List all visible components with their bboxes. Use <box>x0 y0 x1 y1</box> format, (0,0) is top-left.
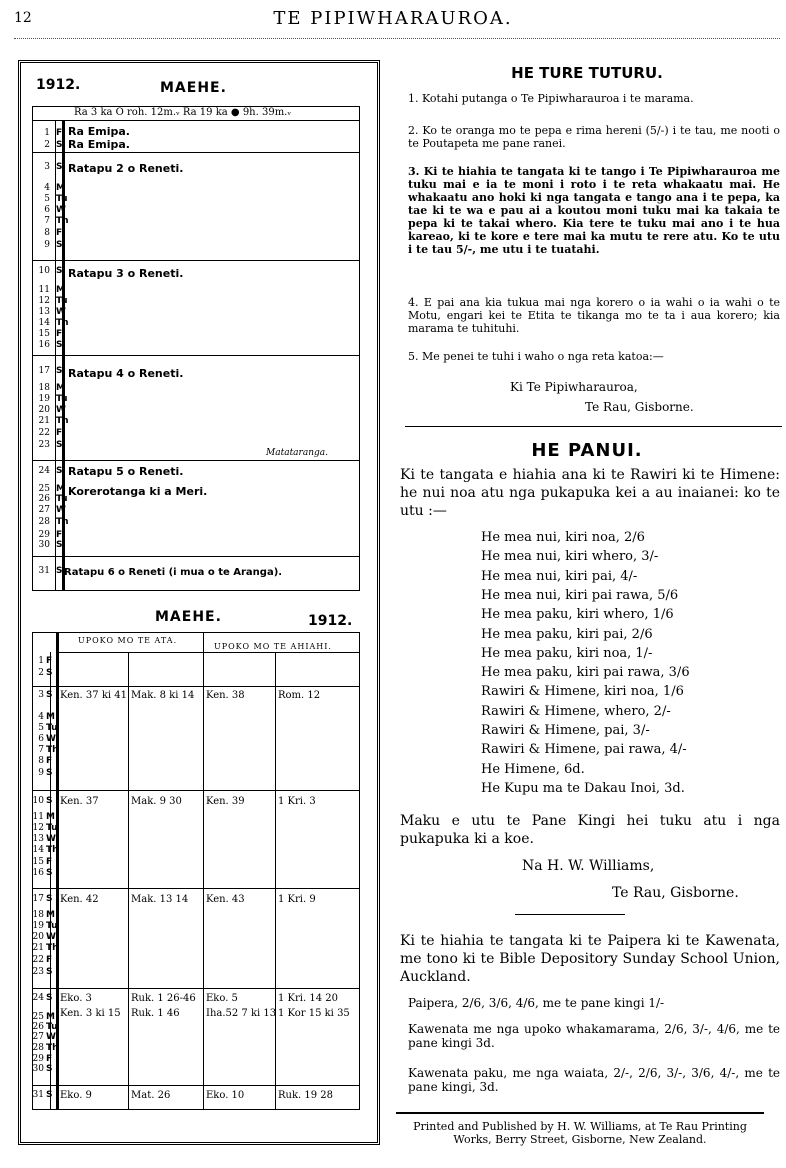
day-letter: M <box>46 712 55 722</box>
cal-bottom-year: 1912. <box>308 613 353 629</box>
day-letter: Tu <box>46 823 58 833</box>
day-number: 10 <box>38 266 50 276</box>
price-item: He mea nui, kiri whero, 3/- <box>481 549 659 565</box>
rules-address-2: Te Rau, Gisborne. <box>585 400 694 414</box>
day-number: 17 <box>38 366 50 376</box>
day-letter: F <box>56 530 63 540</box>
day-number: 4 <box>38 712 44 722</box>
week-rule <box>32 1085 360 1086</box>
day-number: 1 <box>44 128 50 138</box>
reading-m1: Ken. 37 ki 41 <box>60 690 127 701</box>
day-number: 2 <box>38 668 44 678</box>
reading-e2: 1 Kri. 3 <box>278 796 316 807</box>
day-number: 12 <box>38 296 50 306</box>
day-letter: W <box>56 205 66 215</box>
day-letter: Th <box>46 1043 59 1053</box>
day-number: 29 <box>38 530 50 540</box>
day-letter: W <box>46 834 56 844</box>
day-letter: F <box>46 857 53 867</box>
reading-m2: Mak. 8 ki 14 <box>131 690 195 701</box>
day-number: 23 <box>32 967 44 977</box>
week-rule <box>32 790 360 791</box>
day-letter: Th <box>46 943 59 953</box>
header-rule <box>14 38 780 39</box>
entry-day-1: Ra Emipa. <box>68 125 130 138</box>
reading-m1: Eko. 3 <box>60 993 92 1004</box>
day-letter: M <box>46 910 55 920</box>
day-letter: S <box>46 690 53 700</box>
entry-day-2: Ra Emipa. <box>68 138 130 151</box>
day-letter: M <box>56 183 65 193</box>
notice-intro: Ki te tangata e hiahia ana ki te Rawiri ki te Himene: he nui noa atu nga pukapuka kei a au inaianei: ko te utu :— <box>400 467 780 519</box>
day-number: 12 <box>32 823 44 833</box>
day-letter: S <box>46 796 53 806</box>
cal-bottom-sunday-rule <box>56 632 59 1110</box>
day-number: 14 <box>32 845 44 855</box>
reading-e2: 1 Kor 15 ki 35 <box>278 1008 350 1019</box>
entry-day-24: Ratapu 5 o Reneti. <box>68 465 184 478</box>
cal-top-box <box>32 106 360 591</box>
price-item: He Himene, 6d. <box>481 761 585 777</box>
imprint: Printed and Published by H. W. Williams, at Te Rau Printing Works, Berry Street, Gisborne, New Zealand. <box>413 1120 747 1146</box>
day-letter: S <box>56 162 63 172</box>
reading-m2: Ruk. 1 26-46 <box>131 993 196 1004</box>
day-number: 21 <box>38 416 50 426</box>
day-letter: S <box>56 466 63 476</box>
day-number: 16 <box>38 340 50 350</box>
day-letter: Tu <box>46 723 58 733</box>
day-letter: Tu <box>46 921 58 931</box>
rules-address-1: Ki Te Pipiwharauroa, <box>510 380 638 394</box>
col-rule <box>203 632 204 1110</box>
cal-top-month: MAEHE. <box>160 80 227 96</box>
day-letter: W <box>56 307 66 317</box>
reading-m2: Mat. 26 <box>131 1090 171 1101</box>
week-rule <box>32 888 360 889</box>
day-number: 9 <box>38 768 44 778</box>
price-item: Rawiri & Himene, kiri noa, 1/6 <box>481 684 684 700</box>
price-item: He mea paku, kiri noa, 1/- <box>481 645 653 661</box>
price-item: He mea paku, kiri pai rawa, 3/6 <box>481 665 690 681</box>
day-letter: Th <box>56 318 69 328</box>
day-letter: S <box>46 768 53 778</box>
day-letter: Th <box>46 745 59 755</box>
day-number: 6 <box>38 734 44 744</box>
price-item: He Kupu ma te Dakau Inoi, 3d. <box>481 780 685 796</box>
day-letter: M <box>56 383 65 393</box>
rule-2: 2. Ko te oranga mo te pepa e rima hereni (5/-) i te tau, me nooti o te Poutapeta me pane ranei. <box>408 124 780 150</box>
notice-title: HE PANUI. <box>531 440 643 461</box>
reading-e2: 1 Kri. 14 20 <box>278 993 338 1004</box>
day-number: 26 <box>32 1022 44 1032</box>
bible-intro: Ki te hiahia te tangata ki te Paipera ki te Kawenata, me tono ki te Bible Depository Sunday School Union, Auckland. <box>400 933 780 985</box>
day-letter: Tu <box>56 296 68 306</box>
day-letter: S <box>56 340 63 350</box>
day-number: 31 <box>32 1090 44 1100</box>
day-number: 29 <box>32 1054 44 1064</box>
day-number: 24 <box>32 993 44 1003</box>
day-number: 1 <box>38 656 44 666</box>
day-number: 28 <box>38 517 50 527</box>
day-number: 6 <box>44 205 50 215</box>
reading-m2: Mak. 13 14 <box>131 894 189 905</box>
day-letter: Tu <box>56 494 68 504</box>
ornament-rule <box>515 914 625 915</box>
day-letter: W <box>56 405 66 415</box>
day-number: 27 <box>32 1032 44 1042</box>
day-letter: S <box>56 566 63 576</box>
day-letter: Th <box>46 845 59 855</box>
reading-m2: Ruk. 1 46 <box>131 1008 180 1019</box>
col-rule <box>275 652 276 1110</box>
day-number: 11 <box>32 812 44 822</box>
day-number: 2 <box>44 140 50 150</box>
day-number: 24 <box>38 466 50 476</box>
day-letter: W <box>56 505 66 515</box>
section-rule <box>405 426 782 427</box>
reading-e2: Ruk. 19 28 <box>278 1090 334 1101</box>
reading-e2: Rom. 12 <box>278 690 321 701</box>
reading-m1: Ken. 37 <box>60 796 99 807</box>
notice-sig-place: Te Rau, Gisborne. <box>612 885 739 901</box>
day-letter: W <box>46 932 56 942</box>
week-rule <box>32 460 360 461</box>
reading-m1: Ken. 42 <box>60 894 99 905</box>
day-number: 16 <box>32 868 44 878</box>
day-letter: M <box>56 484 65 494</box>
day-letter: S <box>46 967 53 977</box>
day-number: 30 <box>32 1064 44 1074</box>
day-letter: Tu <box>46 1022 58 1032</box>
reading-e1: Eko. 5 <box>206 993 238 1004</box>
bible-line-3: Kawenata paku, me nga waiata, 2/-, 2/6, 3/-, 3/6, 4/-, me te pane kingi, 3d. <box>408 1066 780 1094</box>
reading-e1: Eko. 10 <box>206 1090 245 1101</box>
day-number: 25 <box>32 1012 44 1022</box>
day-letter: Th <box>56 216 69 226</box>
reading-e1: Ken. 43 <box>206 894 245 905</box>
day-letter: S <box>46 1090 53 1100</box>
week-rule <box>32 686 360 687</box>
day-number: 15 <box>38 329 50 339</box>
day-letter: S <box>56 440 63 450</box>
entry-day-10: Ratapu 3 o Reneti. <box>68 267 184 280</box>
day-number: 7 <box>44 216 50 226</box>
day-letter: F <box>56 428 63 438</box>
reading-e1: Iha.52 7 ki 13 <box>206 1008 277 1019</box>
day-number: 15 <box>32 857 44 867</box>
price-item: He mea paku, kiri whero, 1/6 <box>481 607 674 623</box>
entry-day-31: Ratapu 6 o Reneti (i mua o te Aranga). <box>64 567 283 578</box>
col-head-rule <box>56 652 360 653</box>
entry-day-25: Korerotanga ki a Meri. <box>68 485 208 498</box>
price-item: He mea nui, kiri noa, 2/6 <box>481 530 645 545</box>
day-number: 20 <box>38 405 50 415</box>
week-rule <box>32 988 360 989</box>
day-letter: S <box>46 1064 53 1074</box>
price-item: Rawiri & Himene, whero, 2/- <box>481 703 671 719</box>
day-letter: S <box>56 240 63 250</box>
day-letter: S <box>56 140 63 150</box>
price-item: Rawiri & Himene, pai, 3/- <box>481 723 650 738</box>
col-head-evening: UPOKO MO TE AHIAHI. <box>214 642 332 651</box>
day-letter: F <box>56 228 63 238</box>
day-number: 5 <box>38 723 44 733</box>
day-number: 3 <box>38 690 44 700</box>
cal-top-header-rule <box>32 120 360 121</box>
page-number: 12 <box>14 10 32 26</box>
day-number: 10 <box>32 796 44 806</box>
day-letter: F <box>46 656 53 666</box>
bible-line-2: Kawenata me nga upoko whakamarama, 2/6, 3/-, 4/6, me te pane kingi 3d. <box>408 1022 780 1050</box>
day-number: 30 <box>38 540 50 550</box>
price-item: He mea nui, kiri pai rawa, 5/6 <box>481 587 679 603</box>
day-number: 26 <box>38 494 50 504</box>
day-letter: S <box>56 366 63 376</box>
reading-e1: Ken. 38 <box>206 690 245 701</box>
week-rule <box>32 355 360 356</box>
day-letter: S <box>46 894 53 904</box>
day-letter: M <box>46 1012 55 1022</box>
reading-e1: Ken. 39 <box>206 796 245 807</box>
day-letter: W <box>46 734 56 744</box>
day-number: 17 <box>32 894 44 904</box>
notice-sig-name: Na H. W. Williams, <box>522 858 655 874</box>
moon-phases: Ra 3 ka O roh. 12m.ᵥ Ra 19 ka ● 9h. 39m.ᵥ <box>74 107 292 118</box>
day-number: 23 <box>38 440 50 450</box>
cal-top-year: 1912. <box>36 77 81 93</box>
entry-note-23: Matataranga. <box>266 448 328 458</box>
rule-1: 1. Kotahi putanga o Te Pipiwharauroa i te marama. <box>408 92 694 105</box>
col-head-morning: UPOKO MO TE ATA. <box>78 636 178 645</box>
day-letter: F <box>46 1054 53 1064</box>
day-number: 20 <box>32 932 44 942</box>
rule-3: 3. Ki te hiahia te tangata ki te tango i Te Pipiwharauroa me tuku mai e ia te moni i roto i te reta whakaatu mai. He whakaatu ano hoki ki nga tangata e tango ana i te pepa, ka tae ki te wa e pau ai a koutou moni tuku mai ka takaia te pepa ki te takai whero. Kia tere te tuku mai ano i te hua kareao, ki te kore e tere mai ka mutu te rere atu. Ko te utu i te tau 5/-, me utu i te tuatahi. <box>408 165 780 256</box>
reading-m1: Eko. 9 <box>60 1090 92 1101</box>
week-rule <box>32 260 360 261</box>
rule-5: 5. Me penei te tuhi i waho o nga reta katoa:— <box>408 350 664 363</box>
day-number: 4 <box>44 183 50 193</box>
price-item: Rawiri & Himene, pai rawa, 4/- <box>481 742 687 758</box>
entry-day-17: Ratapu 4 o Reneti. <box>68 367 184 380</box>
reading-m2: Mak. 9 30 <box>131 796 182 807</box>
day-number: 14 <box>38 318 50 328</box>
day-letter: F <box>56 329 63 339</box>
day-letter: S <box>56 540 63 550</box>
day-letter: F <box>56 128 63 138</box>
day-letter: F <box>46 756 53 766</box>
day-letter: M <box>46 812 55 822</box>
entry-day-3: Ratapu 2 o Reneti. <box>68 162 184 175</box>
day-letter: M <box>56 285 65 295</box>
day-letter: S <box>46 668 53 678</box>
day-number: 18 <box>32 910 44 920</box>
day-letter: S <box>46 868 53 878</box>
day-letter: S <box>46 993 53 1003</box>
running-head: TE PIPIWHARAUROA. <box>273 8 513 29</box>
day-letter: Tu <box>56 194 68 204</box>
price-item: He mea nui, kiri pai, 4/- <box>481 568 638 584</box>
reading-m1: Ken. 3 ki 15 <box>60 1008 121 1019</box>
imprint-rule <box>396 1112 764 1114</box>
reading-e2: 1 Kri. 9 <box>278 894 316 905</box>
day-letter: Th <box>56 517 69 527</box>
day-number: 22 <box>32 955 44 965</box>
day-letter: S <box>56 266 63 276</box>
cal-bottom-month: MAEHE. <box>155 609 222 625</box>
day-letter: Tu <box>56 394 68 404</box>
week-rule <box>32 556 360 557</box>
day-number: 28 <box>32 1043 44 1053</box>
day-letter: W <box>46 1032 56 1042</box>
notice-postage: Maku e utu te Pane Kingi hei tuku atu i nga pukapuka ki a koe. <box>400 813 780 847</box>
rules-title: HE TURE TUTURU. <box>511 64 663 82</box>
day-number: 19 <box>38 394 50 404</box>
day-number: 8 <box>38 756 44 766</box>
day-number: 8 <box>44 228 50 238</box>
day-number: 13 <box>32 834 44 844</box>
day-number: 22 <box>38 428 50 438</box>
day-number: 18 <box>38 383 50 393</box>
day-number: 3 <box>44 162 50 172</box>
week-rule <box>32 152 360 153</box>
day-letter: F <box>46 955 53 965</box>
day-number: 11 <box>38 285 50 295</box>
day-number: 27 <box>38 505 50 515</box>
day-number: 5 <box>44 194 50 204</box>
day-letter: Th <box>56 416 69 426</box>
col-rule <box>128 652 129 1110</box>
price-item: He mea paku, kiri pai, 2/6 <box>481 626 653 642</box>
cal-bottom-box <box>32 632 360 1110</box>
day-number: 31 <box>38 566 50 576</box>
rule-4: 4. E pai ana kia tukua mai nga korero o ia wahi o ia wahi o te Motu, engari kei te Etita te tikanga mo te ta i aua korero; kia marama te tuhituhi. <box>408 296 780 335</box>
bible-line-1: Paipera, 2/6, 3/6, 4/6, me te pane kingi 1/- <box>408 996 665 1010</box>
day-number: 7 <box>38 745 44 755</box>
day-number: 25 <box>38 484 50 494</box>
day-number: 19 <box>32 921 44 931</box>
day-number: 13 <box>38 307 50 317</box>
day-number: 21 <box>32 943 44 953</box>
day-number: 9 <box>44 240 50 250</box>
